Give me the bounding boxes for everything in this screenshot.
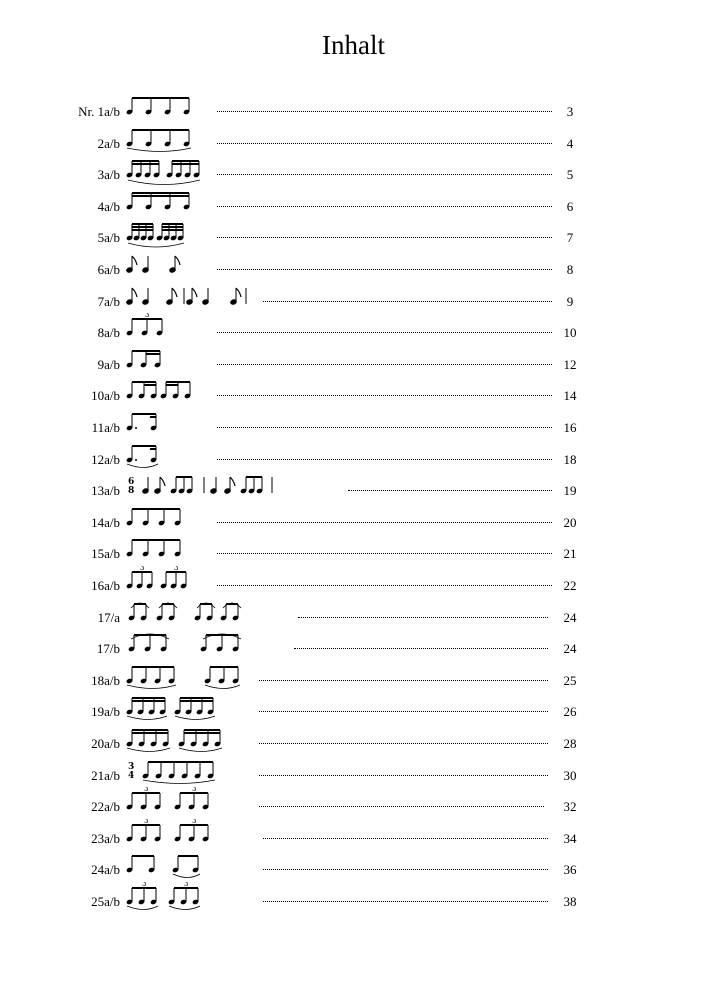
toc-entry[interactable] bbox=[0, 452, 707, 484]
entry-label: 21a/b bbox=[91, 767, 120, 783]
rhythm-notation-icon bbox=[126, 598, 286, 634]
toc-entry[interactable] bbox=[0, 673, 707, 705]
svg-text:3: 3 bbox=[128, 761, 135, 772]
toc-entry[interactable] bbox=[0, 388, 707, 420]
toc-entry[interactable] bbox=[0, 787, 707, 831]
toc-entry[interactable] bbox=[0, 357, 707, 389]
rhythm-notation-icon bbox=[126, 692, 286, 728]
entry-label: 16a/b bbox=[91, 578, 120, 593]
page-number: 34 bbox=[563, 830, 577, 846]
rhythm-notation-icon bbox=[126, 92, 286, 128]
dot-leader bbox=[217, 143, 552, 144]
dot-leader bbox=[259, 711, 548, 712]
rhythm-notation-icon bbox=[126, 124, 286, 160]
page-number: 20 bbox=[563, 514, 577, 530]
page-number: 9 bbox=[566, 293, 574, 309]
toc-entry[interactable] bbox=[0, 862, 707, 894]
rhythm-notation-icon bbox=[126, 661, 286, 697]
dot-leader bbox=[259, 806, 544, 807]
entry-label: 13a/b bbox=[91, 483, 120, 499]
page-number: 7 bbox=[566, 230, 574, 246]
rhythm-notation-icon bbox=[126, 850, 286, 886]
toc-entry[interactable] bbox=[0, 736, 707, 768]
dot-leader bbox=[259, 775, 548, 776]
dot-leader bbox=[348, 490, 552, 491]
rhythm-notation-icon bbox=[126, 282, 286, 318]
page-number: 18 bbox=[563, 451, 577, 467]
entry-label: Nr. 1a/b bbox=[78, 104, 120, 119]
rhythm-notation-icon bbox=[126, 376, 286, 412]
rhythm-notation-icon bbox=[126, 155, 286, 191]
page-number: 38 bbox=[563, 894, 577, 909]
svg-text:3: 3 bbox=[192, 787, 197, 794]
entry-label: 3a/b bbox=[97, 167, 120, 183]
rhythm-notation-icon bbox=[126, 218, 286, 254]
page-number: 30 bbox=[563, 767, 577, 783]
entry-label: 5a/b bbox=[97, 230, 120, 246]
rhythm-notation-icon bbox=[126, 534, 286, 570]
entry-label: 17/b bbox=[96, 641, 120, 657]
svg-text:8: 8 bbox=[128, 486, 135, 497]
dot-leader bbox=[217, 332, 552, 333]
entry-label: 22a/b bbox=[91, 799, 120, 815]
page-number: 5 bbox=[566, 167, 574, 183]
page-number: 12 bbox=[563, 356, 577, 372]
toc-entry[interactable] bbox=[0, 420, 707, 452]
dot-leader bbox=[217, 269, 552, 270]
dot-leader bbox=[217, 553, 552, 554]
rhythm-notation-icon bbox=[126, 882, 286, 918]
dot-leader bbox=[263, 301, 552, 302]
svg-text:3: 3 bbox=[142, 882, 147, 888]
svg-text:3: 3 bbox=[144, 787, 149, 794]
page-title: Inhalt bbox=[322, 30, 385, 60]
page-number: 36 bbox=[563, 862, 577, 878]
entry-label: 10a/b bbox=[91, 388, 120, 404]
rhythm-notation-icon bbox=[126, 756, 286, 792]
dot-leader bbox=[217, 111, 552, 112]
rhythm-notation-icon bbox=[126, 724, 286, 760]
svg-text:3: 3 bbox=[174, 566, 179, 572]
svg-text:3: 3 bbox=[140, 566, 145, 572]
toc-entry[interactable] bbox=[0, 704, 707, 736]
rhythm-notation-icon bbox=[126, 471, 286, 507]
rhythm-notation-icon bbox=[126, 440, 286, 476]
dot-leader bbox=[217, 522, 552, 523]
rhythm-notation-icon bbox=[126, 503, 286, 539]
page-number: 25 bbox=[563, 672, 577, 688]
rhythm-notation-icon bbox=[126, 566, 286, 602]
toc-entry[interactable] bbox=[0, 136, 707, 168]
dot-leader bbox=[259, 680, 548, 681]
page-number: 10 bbox=[563, 325, 577, 341]
dot-leader bbox=[263, 869, 548, 870]
dot-leader bbox=[263, 838, 548, 839]
toc-entry[interactable] bbox=[0, 167, 707, 199]
dot-leader bbox=[217, 237, 552, 238]
page-number: 6 bbox=[566, 198, 574, 214]
dot-leader bbox=[294, 648, 548, 649]
rhythm-notation-icon bbox=[126, 187, 286, 223]
page-number: 26 bbox=[563, 704, 577, 720]
entry-label: 8a/b bbox=[97, 325, 120, 341]
toc-entry[interactable] bbox=[0, 610, 707, 642]
svg-text:6: 6 bbox=[128, 477, 135, 488]
entry-label: 19a/b bbox=[91, 704, 120, 720]
page-number: 24 bbox=[563, 641, 577, 657]
rhythm-notation-icon bbox=[126, 313, 286, 349]
toc-entry[interactable] bbox=[0, 230, 707, 262]
toc-entry[interactable] bbox=[0, 313, 707, 357]
page-number: 3 bbox=[566, 104, 574, 119]
page-number: 24 bbox=[563, 609, 577, 625]
entry-label: 23a/b bbox=[91, 830, 120, 846]
dot-leader bbox=[217, 427, 552, 428]
entry-label: 4a/b bbox=[97, 198, 120, 214]
entry-label: 17/a bbox=[97, 609, 120, 625]
entry-label: 6a/b bbox=[97, 262, 120, 277]
entry-label: 20a/b bbox=[91, 736, 120, 751]
svg-text:3: 3 bbox=[144, 818, 149, 825]
svg-text:3: 3 bbox=[192, 818, 197, 825]
toc-entry[interactable] bbox=[0, 882, 707, 926]
svg-text:3: 3 bbox=[145, 313, 150, 320]
rhythm-notation-icon bbox=[126, 408, 286, 444]
page-number: 16 bbox=[563, 420, 577, 435]
page-number: 28 bbox=[563, 736, 577, 751]
dot-leader bbox=[217, 206, 552, 207]
toc-entry[interactable] bbox=[0, 515, 707, 547]
dot-leader bbox=[217, 174, 552, 175]
rhythm-notation-icon bbox=[126, 629, 286, 665]
toc-entry[interactable] bbox=[0, 761, 707, 800]
toc-entry[interactable] bbox=[0, 477, 707, 515]
dot-leader bbox=[259, 743, 548, 744]
entry-label: 25a/b bbox=[91, 894, 120, 909]
page-number: 4 bbox=[566, 135, 574, 151]
toc-entry[interactable] bbox=[0, 262, 707, 294]
page-number: 14 bbox=[563, 388, 577, 404]
entry-label: 11a/b bbox=[91, 420, 120, 435]
dot-leader bbox=[217, 459, 552, 460]
toc-entry[interactable] bbox=[0, 818, 707, 863]
entry-label: 18a/b bbox=[91, 672, 120, 688]
toc-entry[interactable] bbox=[0, 294, 707, 326]
page-number: 19 bbox=[563, 483, 577, 499]
page-number: 22 bbox=[563, 578, 577, 593]
entry-label: 12a/b bbox=[91, 451, 120, 467]
svg-text:3: 3 bbox=[184, 882, 189, 888]
rhythm-notation-icon bbox=[126, 787, 286, 823]
dot-leader bbox=[263, 901, 548, 902]
dot-leader bbox=[217, 364, 552, 365]
toc-entry[interactable] bbox=[0, 199, 707, 231]
toc-entry[interactable] bbox=[0, 104, 707, 136]
svg-text:4: 4 bbox=[128, 770, 135, 781]
entry-label: 2a/b bbox=[97, 135, 120, 151]
toc-entry[interactable] bbox=[0, 546, 707, 578]
dot-leader bbox=[217, 585, 552, 586]
entry-label: 15a/b bbox=[91, 546, 120, 562]
entry-label: 24a/b bbox=[91, 862, 120, 878]
page-number: 8 bbox=[566, 262, 574, 277]
rhythm-notation-icon bbox=[126, 819, 286, 855]
page-number: 21 bbox=[563, 546, 577, 562]
dot-leader bbox=[298, 617, 548, 618]
entry-label: 14a/b bbox=[91, 514, 120, 530]
page-number: 32 bbox=[563, 799, 577, 815]
toc-entry[interactable] bbox=[0, 566, 707, 610]
rhythm-notation-icon bbox=[126, 345, 286, 381]
entry-label: 7a/b bbox=[97, 293, 120, 309]
rhythm-notation-icon bbox=[126, 250, 286, 286]
dot-leader bbox=[217, 395, 552, 396]
entry-label: 9a/b bbox=[97, 356, 120, 372]
toc-entry[interactable] bbox=[0, 641, 707, 673]
